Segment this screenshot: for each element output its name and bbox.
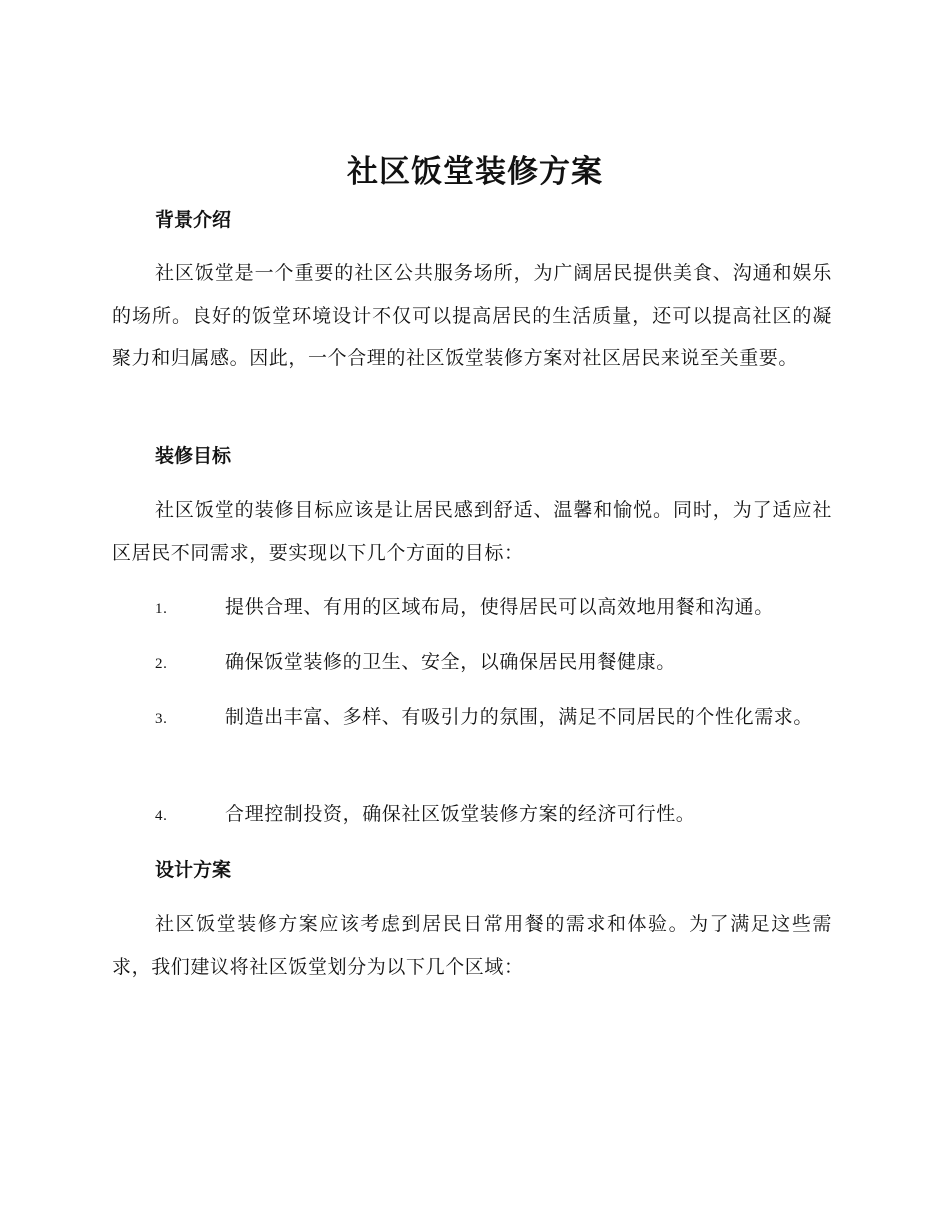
list-text: 制造出丰富、多样、有吸引力的氛围，满足不同居民的个性化需求。	[225, 706, 814, 728]
list-item	[112, 793, 832, 838]
list-number: 3.	[155, 711, 168, 727]
paragraph-goals: 社区饭堂的装修目标应该是让居民感到舒适、温馨和愉悦。同时，为了适应社区居民不同需求，要实现以下几个方面的目标：	[112, 499, 832, 564]
list-number: 1.	[155, 601, 168, 617]
section-heading-goals: 装修目标	[155, 445, 232, 467]
list-text: 确保饭堂装修的卫生、安全，以确保居民用餐健康。	[225, 651, 676, 673]
list-text: 合理控制投资，确保社区饭堂装修方案的经济可行性。	[225, 803, 696, 825]
section-heading-background: 背景介绍	[155, 209, 232, 231]
list-number: 4.	[155, 808, 168, 824]
paragraph-design: 社区饭堂装修方案应该考虑到居民日常用餐的需求和体验。为了满足这些需求，我们建议将社区饭堂划分为以下几个区域：	[112, 913, 832, 978]
document-title: 社区饭堂装修方案	[347, 154, 603, 190]
list-item	[112, 641, 832, 686]
section-heading-design: 设计方案	[155, 859, 232, 881]
list-item	[112, 586, 832, 631]
list-number: 2.	[155, 656, 168, 672]
list-text: 提供合理、有用的区域布局，使得居民可以高效地用餐和沟通。	[225, 596, 774, 618]
paragraph-background: 社区饭堂是一个重要的社区公共服务场所，为广阔居民提供美食、沟通和娱乐的场所。良好的饭堂环境设计不仅可以提高居民的生活质量，还可以提高社区的凝聚力和归属感。因此，一个合理的社区饭堂装修方案对社区居民来说至关重要。	[112, 262, 832, 369]
list-item	[112, 696, 832, 741]
